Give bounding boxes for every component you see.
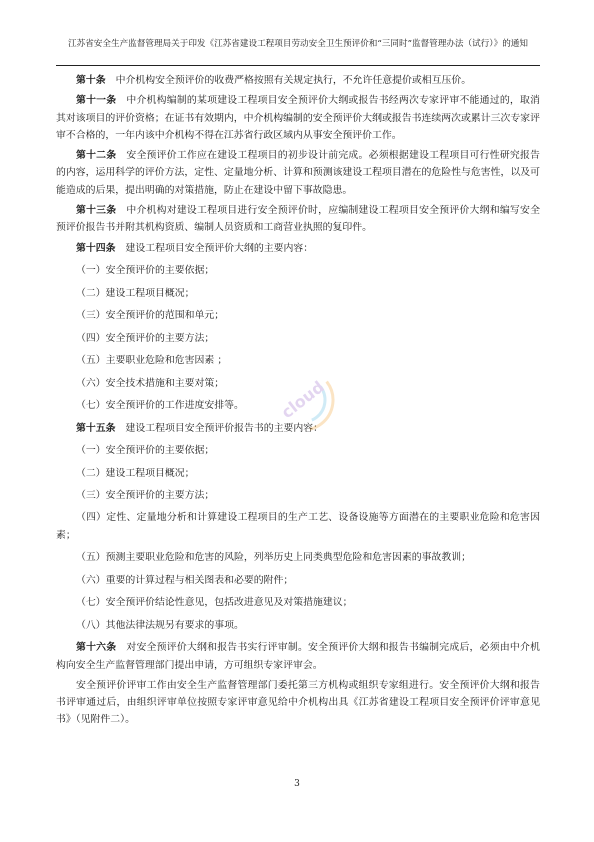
article-14-item: （七）安全预评价的工作进度安排等。 xyxy=(76,400,244,412)
header-title: 江苏省安全生产监督管理局关于印发《江苏省建设工程项目劳动安全卫生预评价和“三同时”监督管理办法（试行）》的通知 xyxy=(68,39,528,49)
article-14-item: （二）建设工程项目概况； xyxy=(76,287,195,299)
article-10-number: 第十条 xyxy=(76,75,106,86)
article-14-item: （四）安全预评价的主要方法； xyxy=(76,332,215,344)
article-15 xyxy=(56,420,540,437)
page-header xyxy=(56,38,540,50)
article-15-text: 建设工程项目安全预评价报告书的主要内容： xyxy=(125,422,324,434)
article-16-text: 对安全预评价大纲和报告书实行评审制。安全预评价大纲和报告书编制完成后，必须由中介机构向安全生产监督管理部门提出申请，方可组织专家评审会。 xyxy=(56,642,540,671)
article-11 xyxy=(56,92,540,144)
page-number: 3 xyxy=(294,779,300,789)
article-15-item: （三）安全预评价的主要方法； xyxy=(76,490,215,501)
article-14-item: （五）主要职业危险和危害因素 ； xyxy=(76,355,228,367)
document-body xyxy=(56,72,540,729)
article-15-number: 第十五条 xyxy=(76,422,116,434)
article-15-item: （六）重要的计算过程与相关图表和必要的附件； xyxy=(76,574,294,586)
article-12 xyxy=(56,147,540,199)
article-15-item: （八）其他法律法规另有要求的事项。 xyxy=(76,619,244,631)
article-13-text: 中介机构对建设工程项目进行安全预评价时，应编制建设工程项目安全预评价大纲和编写安全预评价报告书并附其机构资质、编制人员资质和工商营业执照的复印件。 xyxy=(56,205,540,234)
article-14-number: 第十四条 xyxy=(76,242,116,254)
article-12-text: 安全预评价工作应在建设工程项目的初步设计前完成。必须根据建设工程项目可行性研究报告的内容，运用科学的评价方法，定性、定量地分析、计算和预测该建设工程项目潜在的危险性与危害性，以及可能造成的后果，提出明确的对策措施，防止在建设中留下事故隐患。 xyxy=(56,150,540,196)
article-15-item: （五）预测主要职业危险和危害的风险，列举历史上同类典型危险和危害因素的事故教训； xyxy=(76,552,472,564)
article-14-text: 建设工程项目安全预评价大纲的主要内容： xyxy=(125,242,314,254)
article-15-item: （七）安全预评价结论性意见，包括改进意见及对策措施建议； xyxy=(76,597,353,609)
article-11-text: 中介机构编制的某项建设工程项目安全预评价大纲或报告书经两次专家评审不能通过的，取消其对该项目的评价资格；在证书有效期内，中介机构编制的安全预评价大纲或报告书连续两次或累计三次专家评审不合格的，一年内该中介机构不得在江苏省行政区域内从事安全预评价工作。 xyxy=(56,95,540,141)
article-14-item: （六）安全技术措施和主要对策； xyxy=(76,377,225,389)
header-divider xyxy=(56,65,540,66)
article-16-number: 第十六条 xyxy=(76,642,117,654)
article-14-item: （三）安全预评价的范围和单元； xyxy=(76,310,225,322)
watermark-text: cloud xyxy=(277,377,328,423)
article-15-item: （四）定性、定量地分析和计算建设工程项目的生产工艺、设备设施等方面潜在的主要职业危险和危害因素； xyxy=(56,512,540,541)
article-14-item: （一）安全预评价的主要依据； xyxy=(76,265,215,277)
article-15-item: （一）安全预评价的主要依据； xyxy=(76,445,215,457)
article-10-text: 中介机构安全预评价的收费严格按照有关规定执行，不允许任意提价或相互压价。 xyxy=(115,75,472,86)
article-15-item: （二）建设工程项目概况； xyxy=(76,467,195,479)
article-13 xyxy=(56,202,540,237)
article-14 xyxy=(56,240,540,257)
article-10 xyxy=(56,72,540,89)
article-12-number: 第十二条 xyxy=(76,150,117,162)
article-13-number: 第十三条 xyxy=(76,205,117,217)
article-16 xyxy=(56,639,540,674)
article-11-number: 第十一条 xyxy=(76,95,117,107)
article-16-paragraph-2: 安全预评价评审工作由安全生产监督管理部门委托第三方机构或组织专家组进行。安全预评价大纲和报告书评审通过后，由组织评审单位按照专家评审意见给中介机构出具《江苏省建设工程项目安全预评价评审意见书》（见附件二）。 xyxy=(56,679,540,726)
